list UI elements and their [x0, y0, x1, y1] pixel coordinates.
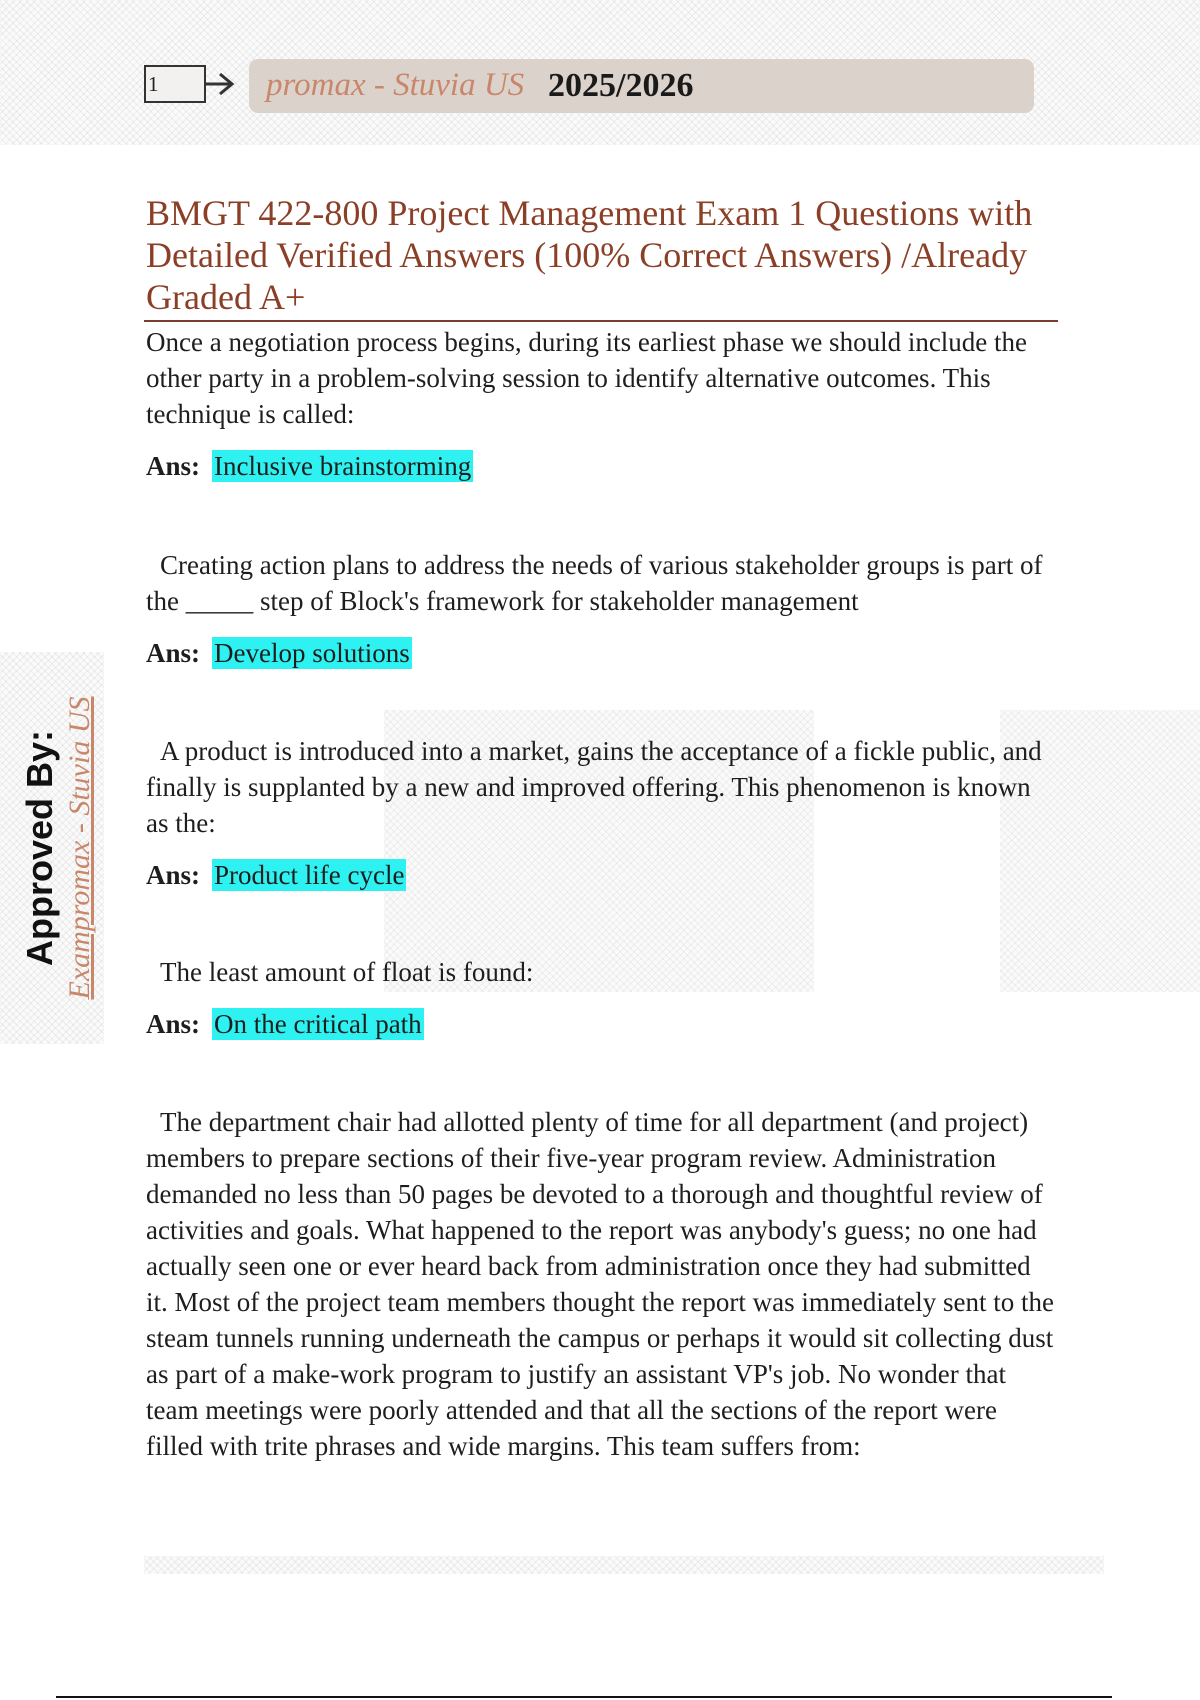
answer-text: Inclusive brainstorming [214, 451, 472, 481]
answer-row [146, 635, 412, 671]
question-text: Once a negotiation process begins, during its earliest phase we should include the other party in a problem-solving session to identify alternative outcomes. This technique is called: [146, 327, 1028, 429]
answer-label: Ans: [146, 451, 201, 481]
footer-rule [56, 1696, 1112, 1698]
question-text: Creating action plans to address the needs of various stakeholder groups is part of the _____ step of Block's framework for stakeholder management [146, 550, 1043, 616]
answer-row [146, 857, 406, 893]
answer-text: Develop solutions [214, 638, 410, 668]
question-text: The least amount of float is found: [160, 957, 534, 987]
answer-row [146, 1006, 424, 1042]
answer-label: Ans: [146, 1009, 201, 1039]
question-text: The department chair had allotted plenty of time for all department (and project) members to prepare sections of their five-year program review. Administration demanded no less than 50 pages be devoted to a thorough and thoughtful review of activities and goals. What happened to the report was anybody's guess; no one had actually seen one or ever heard back from administration once they had submitted it. Most of the project team members thought the report was immediately sent to the steam tunnels running underneath the campus or perhaps it would sit collecting dust as part of a make-work program to justify an assistant VP's job. No wonder that team meetings were poorly attended and that all the sections of the report were filled with trite phrases and wide margins. This team suffers from: [146, 1107, 1055, 1461]
header-year: 2025/2026 [548, 67, 694, 104]
page-indicator [144, 64, 232, 104]
answer-redacted-pattern [144, 1556, 1104, 1574]
answer-label: Ans: [146, 638, 201, 668]
page-number: 1 [148, 72, 159, 96]
answer-text: On the critical path [214, 1009, 422, 1039]
approved-by-label: Approved By: [19, 729, 60, 967]
document-title: BMGT 422-800 Project Management Exam 1 Questions with Detailed Verified Answers (100% Correct Answers) /Already Graded A+ [146, 193, 1033, 317]
answer-text: Product life cycle [214, 860, 405, 890]
question-text: A product is introduced into a market, gains the acceptance of a fickle public, and finally is supplanted by a new and improved offering. This phenomenon is known as the: [146, 736, 1042, 838]
title-underline [144, 320, 1058, 322]
approver-name: Exampromax - Stuvia US [63, 696, 96, 1000]
answer-label: Ans: [146, 860, 201, 890]
answer-row [146, 448, 473, 484]
header-site-name: promax - Stuvia US [266, 67, 525, 103]
